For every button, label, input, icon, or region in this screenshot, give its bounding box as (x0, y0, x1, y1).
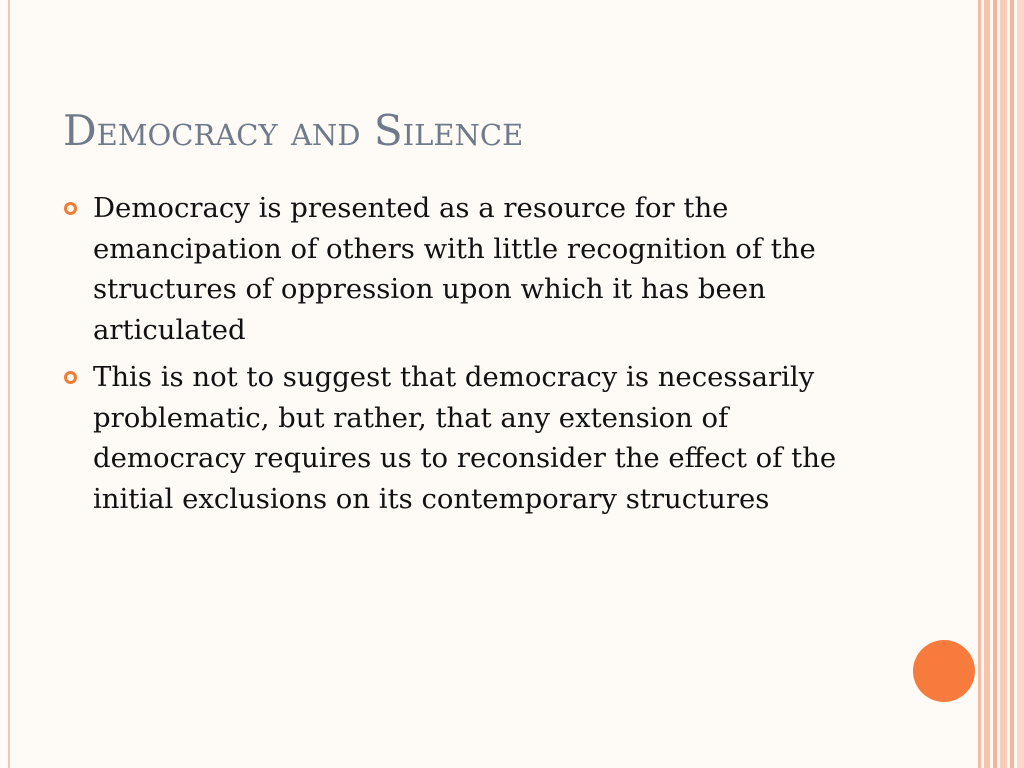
ring-bullet-icon (64, 371, 77, 384)
decorative-stripe (993, 0, 997, 768)
bullet-list (62, 188, 882, 526)
ring-bullet-icon (64, 202, 77, 215)
decorative-stripe (984, 0, 990, 768)
decorative-orange-circle (913, 640, 975, 702)
decorative-stripe (1000, 0, 1007, 768)
bullet-item (62, 357, 882, 519)
bullet-text: This is not to suggest that democracy is necessarily problematic, but rather, that any extension of democracy requires us to reconsider the effect of the initial exclusions on its contemporary structures (93, 361, 837, 515)
slide-title: Democracy and Silence (63, 106, 524, 155)
decorative-stripe (1017, 0, 1024, 768)
decorative-stripe (978, 0, 981, 768)
decorative-stripe (1010, 0, 1014, 768)
left-border-rule (8, 0, 10, 768)
bullet-text: Democracy is presented as a resource for the emancipation of others with little recognition of the structures of oppression upon which it has been articulated (93, 192, 816, 346)
bullet-item (62, 188, 882, 350)
